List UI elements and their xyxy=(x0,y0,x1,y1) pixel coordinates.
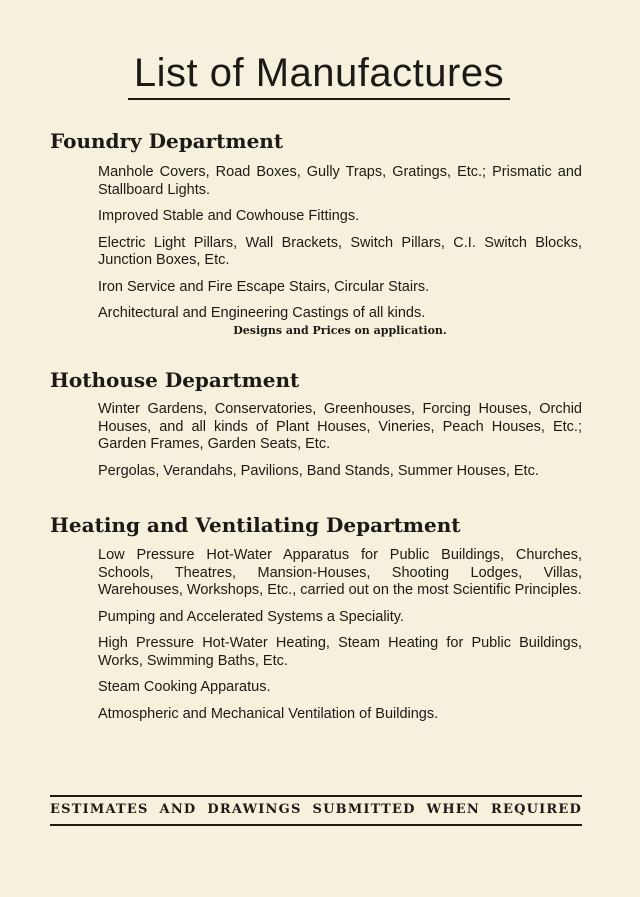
department-heading-heating: Heating and Ventilating Department xyxy=(50,513,461,537)
list-item: Iron Service and Fire Escape Stairs, Circular Stairs. xyxy=(98,278,430,295)
list-item: Atmospheric and Mechanical Ventilation of Buildings. xyxy=(98,705,439,722)
list-item: Pumping and Accelerated Systems a Speciality. xyxy=(98,608,405,625)
list-item: Improved Stable and Cowhouse Fittings. xyxy=(98,208,360,224)
footer-text: ESTIMATES AND DRAWINGS SUBMITTED WHEN REQUIRED xyxy=(50,802,582,817)
department-heading-hothouse: Hothouse Department xyxy=(50,368,300,392)
footer-top-rule xyxy=(50,795,582,797)
list-item: Architectural and Engineering Castings of all kinds. xyxy=(98,305,426,321)
list-item: Steam Cooking Apparatus. xyxy=(98,679,271,695)
department-list-hothouse xyxy=(98,401,582,489)
list-item: High Pressure Hot-Water Heating, Steam Heating for Public Buildings, Works, Swimming Baths, Etc. xyxy=(98,635,582,669)
list-item: Low Pressure Hot-Water Apparatus for Public Buildings, Churches, Schools, Theatres, Mansion-Houses, Shooting Lodges, Villas, Warehouses, Workshops, Etc., carried out on the most Scientific Principles. xyxy=(98,547,582,598)
list-item: Winter Gardens, Conservatories, Greenhouses, Forcing Houses, Orchid Houses, and all kinds of Plant Houses, Vineries, Peach Houses, Etc.; Garden Frames, Garden Seats, Etc. xyxy=(98,401,582,452)
list-item: Pergolas, Verandahs, Pavilions, Band Stands, Summer Houses, Etc. xyxy=(98,462,539,479)
footer-bottom-rule xyxy=(50,824,582,826)
department-heading-foundry: Foundry Department xyxy=(50,129,284,153)
department-list-heating xyxy=(98,547,582,732)
department-list-foundry xyxy=(98,164,582,332)
list-item: Manhole Covers, Road Boxes, Gully Traps, Gratings, Etc.; Prismatic and Stallboard Lights. xyxy=(98,164,582,198)
foundry-note: Designs and Prices on application. xyxy=(233,324,447,337)
page-title: List of Manufactures xyxy=(128,50,510,100)
list-item: Electric Light Pillars, Wall Brackets, Switch Pillars, C.I. Switch Blocks, Junction Boxes, Etc. xyxy=(98,234,582,268)
